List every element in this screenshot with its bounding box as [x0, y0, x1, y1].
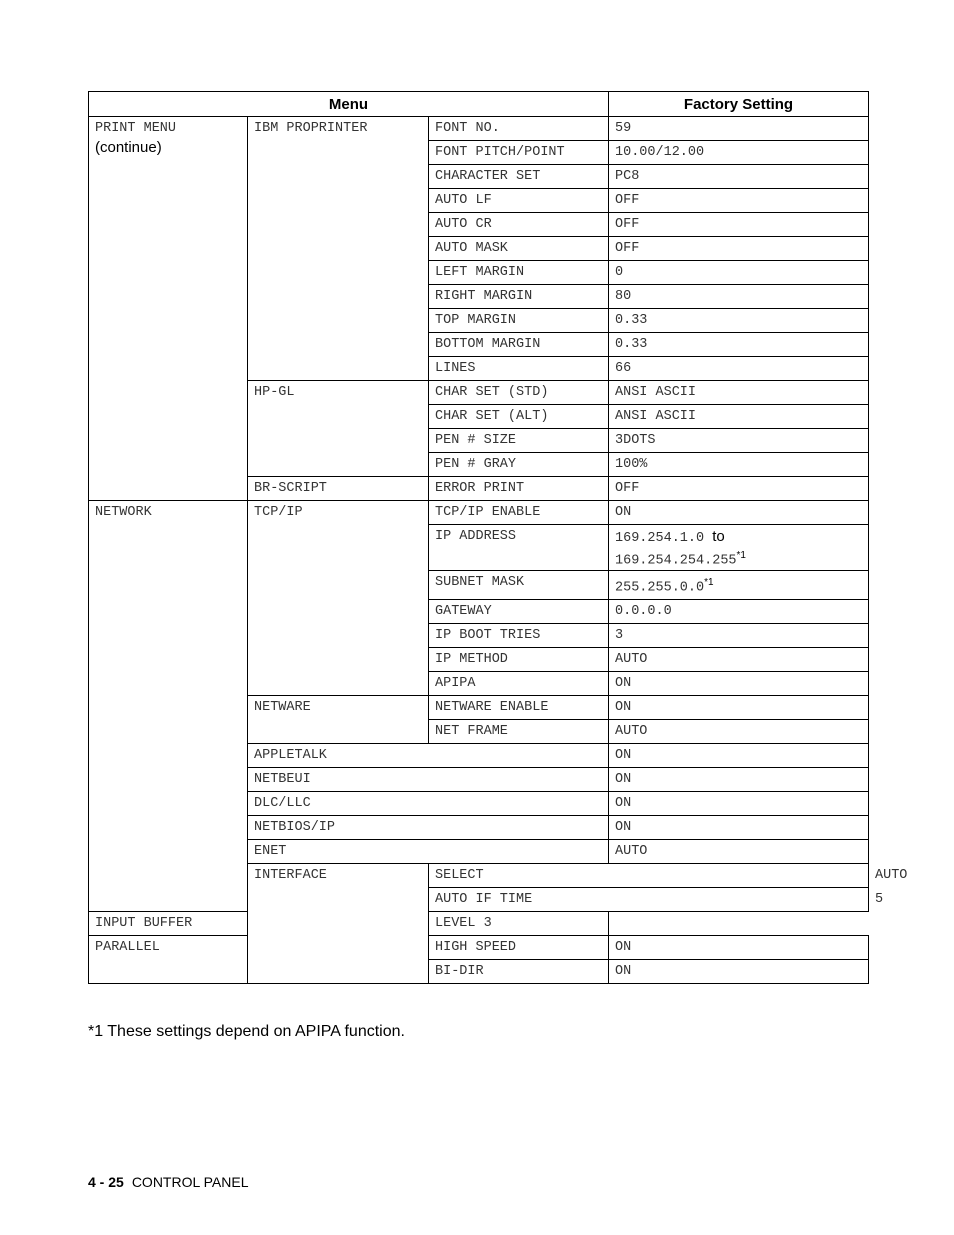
print-menu-label: PRINT MENU — [95, 121, 177, 136]
setting-value: 66 — [609, 357, 869, 381]
netware-cell: NETWARE — [248, 696, 429, 744]
section-title: CONTROL PANEL — [131, 1174, 249, 1190]
setting-name: NETBEUI — [248, 768, 609, 792]
print-menu-cell — [89, 117, 248, 501]
setting-name: APIPA — [429, 672, 609, 696]
factory-settings-table — [88, 91, 908, 984]
setting-value: OFF — [609, 189, 869, 213]
setting-value: AUTO — [609, 840, 869, 864]
interface-cell: INTERFACE — [248, 864, 429, 984]
tcpip-cell: TCP/IP — [248, 501, 429, 696]
setting-value: ON — [609, 960, 869, 984]
setting-name: SELECT — [429, 864, 869, 888]
setting-value: 80 — [609, 285, 869, 309]
table-row — [89, 501, 869, 525]
setting-value: OFF — [609, 213, 869, 237]
setting-name: BOTTOM MARGIN — [429, 333, 609, 357]
setting-value: ANSI ASCII — [609, 405, 869, 429]
setting-name: AUTO CR — [429, 213, 609, 237]
setting-name: NETWARE ENABLE — [429, 696, 609, 720]
hpgl-cell: HP-GL — [248, 381, 429, 477]
setting-name: ERROR PRINT — [429, 477, 609, 501]
ip-range-to: to — [712, 528, 725, 545]
setting-value: ON — [609, 696, 869, 720]
setting-name: INPUT BUFFER — [89, 912, 429, 936]
setting-name: BI-DIR — [429, 960, 609, 984]
ip-range-start: 169.254.1.0 — [615, 531, 705, 546]
setting-value: 100% — [609, 453, 869, 477]
setting-name: RIGHT MARGIN — [429, 285, 609, 309]
footnote-mark: *1 — [704, 576, 714, 588]
page-footer — [88, 1174, 249, 1190]
setting-name: TOP MARGIN — [429, 309, 609, 333]
setting-value: 0.33 — [609, 333, 869, 357]
setting-value: AUTO — [609, 720, 869, 744]
table-header-row — [89, 92, 869, 117]
table-row — [89, 117, 869, 141]
setting-name: IP ADDRESS — [429, 525, 609, 571]
page-number: 4 - 25 — [88, 1174, 124, 1190]
print-menu-continue: (continue) — [95, 139, 162, 156]
setting-value: ON — [609, 501, 869, 525]
setting-value: 3 — [609, 624, 869, 648]
setting-name: PEN # GRAY — [429, 453, 609, 477]
setting-value: ON — [609, 744, 869, 768]
network-cell: NETWORK — [89, 501, 248, 912]
subnet-value: 255.255.0.0 — [615, 580, 705, 595]
setting-name: GATEWAY — [429, 600, 609, 624]
setting-name: APPLETALK — [248, 744, 609, 768]
setting-value: ON — [609, 936, 869, 960]
footnote: *1 These settings depend on APIPA function. — [88, 1023, 405, 1040]
table-row — [89, 912, 869, 936]
setting-value: ON — [609, 816, 869, 840]
setting-name: LINES — [429, 357, 609, 381]
table-row: INTERFACE SELECT AUTO — [89, 864, 869, 888]
setting-value: 0.33 — [609, 309, 869, 333]
setting-value: 3DOTS — [609, 429, 869, 453]
setting-name: AUTO LF — [429, 189, 609, 213]
setting-name: DLC/LLC — [248, 792, 609, 816]
setting-value: OFF — [609, 477, 869, 501]
setting-name: TCP/IP ENABLE — [429, 501, 609, 525]
subnet-mask-value — [609, 570, 869, 600]
setting-name: CHAR SET (STD) — [429, 381, 609, 405]
footnote-mark: *1 — [736, 550, 746, 561]
setting-name: ENET — [248, 840, 609, 864]
setting-value: 0.0.0.0 — [609, 600, 869, 624]
setting-name: IP BOOT TRIES — [429, 624, 609, 648]
setting-value: 0 — [609, 261, 869, 285]
setting-value: ANSI ASCII — [609, 381, 869, 405]
setting-value: 59 — [609, 117, 869, 141]
setting-name: AUTO IF TIME — [429, 888, 869, 912]
ip-range-end: 169.254.254.255 — [615, 553, 737, 569]
setting-value: 10.00/12.00 — [609, 141, 869, 165]
setting-name: IP METHOD — [429, 648, 609, 672]
setting-value: LEVEL 3 — [429, 912, 609, 936]
setting-name: CHARACTER SET — [429, 165, 609, 189]
table-row: AUTO IF TIME 5 — [89, 888, 869, 912]
setting-name: NET FRAME — [429, 720, 609, 744]
factory-setting-header: Factory Setting — [609, 92, 869, 117]
setting-name: FONT NO. — [429, 117, 609, 141]
setting-name: LEFT MARGIN — [429, 261, 609, 285]
setting-name: CHAR SET (ALT) — [429, 405, 609, 429]
setting-value: AUTO — [609, 648, 869, 672]
setting-name: AUTO MASK — [429, 237, 609, 261]
ibm-proprinter-cell: IBM PROPRINTER — [248, 117, 429, 381]
parallel-cell: PARALLEL — [89, 936, 248, 984]
menu-header: Menu — [89, 92, 609, 117]
setting-value: ON — [609, 792, 869, 816]
table-row — [89, 936, 869, 960]
ip-address-value — [609, 525, 869, 571]
setting-name: HIGH SPEED — [429, 936, 609, 960]
setting-name: PEN # SIZE — [429, 429, 609, 453]
setting-value: OFF — [609, 237, 869, 261]
setting-value: ON — [609, 768, 869, 792]
setting-value: PC8 — [609, 165, 869, 189]
brscript-cell: BR-SCRIPT — [248, 477, 429, 501]
setting-name: SUBNET MASK — [429, 570, 609, 600]
setting-name: FONT PITCH/POINT — [429, 141, 609, 165]
setting-name: NETBIOS/IP — [248, 816, 609, 840]
setting-value: ON — [609, 672, 869, 696]
